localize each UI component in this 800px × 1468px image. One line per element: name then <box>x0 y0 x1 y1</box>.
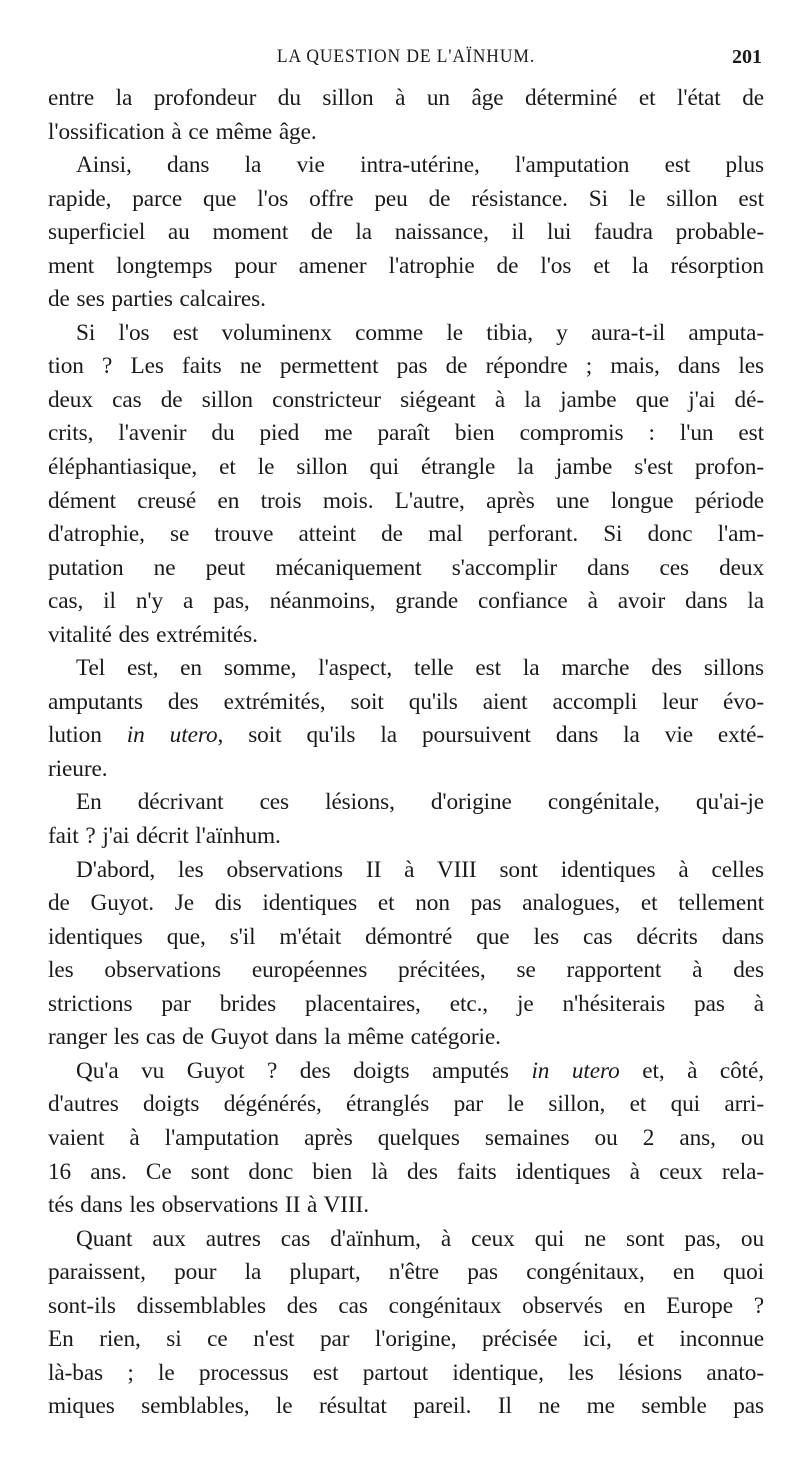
text-line: superficiel au moment de la naissance, il lui faudra probable- <box>48 219 764 246</box>
text-line: éléphantiasique, et le sillon qui étrangle la jambe s'est profon- <box>48 454 764 481</box>
text-line: rapide, parce que l'os offre peu de résistance. Si le sillon est <box>48 185 764 212</box>
text-line: d'atrophie, se trouve atteint de mal perforant. Si donc l'am- <box>48 521 764 548</box>
text-line: Quant aux autres cas d'aïnhum, à ceux qui ne sont pas, ou <box>76 1225 764 1252</box>
text-run: et, à côté, <box>619 1057 764 1084</box>
text-line: de ses parties calcaires. <box>48 286 266 313</box>
text-line: Ainsi, dans la vie intra-utérine, l'amputation est plus <box>76 152 764 179</box>
running-head <box>48 42 764 82</box>
text-line: deux cas de sillon constricteur siégeant à la jambe que j'ai dé- <box>48 386 764 413</box>
text-line: de Guyot. Je dis identiques et non pas analogues, et tellement <box>48 890 764 917</box>
text-line: fait ? j'ai décrit l'aïnhum. <box>48 823 281 850</box>
text-line: entre la profondeur du sillon à un âge déterminé et l'état de <box>48 85 764 111</box>
text-line: dément creusé en trois mois. L'autre, après une longue période <box>48 487 764 514</box>
text-line: miques semblables, le résultat pareil. Il ne me semble pas <box>48 1393 764 1420</box>
text-line: sont-ils dissemblables des cas congénitaux observés en Europe ? <box>48 1292 764 1319</box>
text-line: tés dans les observations II à VIII. <box>48 1192 369 1219</box>
text-line: identiques que, s'il m'était démontré que les cas décrits dans <box>48 923 764 950</box>
text-line: strictions par brides placentaires, etc., je n'hésiterais pas à <box>48 990 764 1017</box>
text-line: ranger les cas de Guyot dans la même catégorie. <box>48 1024 501 1051</box>
text-line: 16 ans. Ce sont donc bien là des faits identiques à ceux rela- <box>48 1158 764 1185</box>
text-line <box>48 719 764 753</box>
text-line: les observations européennes précitées, se rapportent à des <box>48 957 764 984</box>
text-line: d'autres doigts dégénérés, étranglés par le sillon, et qui arri- <box>48 1091 764 1118</box>
text-line: D'abord, les observations II à VIII sont identiques à celles <box>76 856 764 883</box>
paragraph <box>48 1223 764 1424</box>
text-line: Tel est, en somme, l'aspect, telle est la marche des sillons <box>76 655 764 682</box>
text-run: , soit qu'ils la poursuivent dans la vie exté- <box>217 722 764 749</box>
paragraph <box>48 317 764 652</box>
paragraph <box>48 1055 764 1223</box>
text-run: lution <box>48 722 127 749</box>
text-line: Si l'os est voluminenx comme le tibia, y aura-t-il amputa- <box>76 319 764 346</box>
page-number: 201 <box>732 46 762 68</box>
paragraph <box>48 854 764 1055</box>
italic-term: in utero <box>531 1057 620 1084</box>
book-page <box>48 42 764 1424</box>
text-run: Qu'a vu Guyot ? des doigts amputés <box>76 1057 532 1084</box>
body-text <box>48 82 764 1424</box>
running-title: LA QUESTION DE L'AÏNHUM. <box>276 46 536 67</box>
text-line: rieure. <box>48 755 108 782</box>
paragraph <box>48 652 764 786</box>
text-line: ment longtemps pour amener l'atrophie de l'os et la résorption <box>48 252 764 279</box>
text-line: là-bas ; le processus est partout identique, les lésions anato- <box>48 1359 764 1386</box>
text-line: amputants des extrémités, soit qu'ils aient accompli leur évo- <box>48 688 764 715</box>
text-line: En décrivant ces lésions, d'origine congénitale, qu'ai-je <box>76 789 764 816</box>
paragraph <box>48 786 764 853</box>
paragraph <box>48 149 764 317</box>
text-line: cas, il n'y a pas, néanmoins, grande confiance à avoir dans la <box>48 588 764 615</box>
paragraph <box>48 82 764 149</box>
text-line: putation ne peut mécaniquement s'accomplir dans ces deux <box>48 554 764 581</box>
text-line: tion ? Les faits ne permettent pas de répondre ; mais, dans les <box>48 353 764 380</box>
text-line: paraissent, pour la plupart, n'être pas congénitaux, en quoi <box>48 1259 764 1286</box>
text-line: l'ossification à ce même âge. <box>48 118 317 145</box>
italic-term: in utero <box>126 722 218 749</box>
text-line: En rien, si ce n'est par l'origine, précisée ici, et inconnue <box>48 1326 764 1353</box>
text-line: vaient à l'amputation après quelques semaines ou 2 ans, ou <box>48 1124 764 1151</box>
text-line: crits, l'avenir du pied me paraît bien compromis : l'un est <box>48 420 764 447</box>
text-line: vitalité des extrémités. <box>48 621 258 648</box>
text-line <box>48 1055 764 1089</box>
